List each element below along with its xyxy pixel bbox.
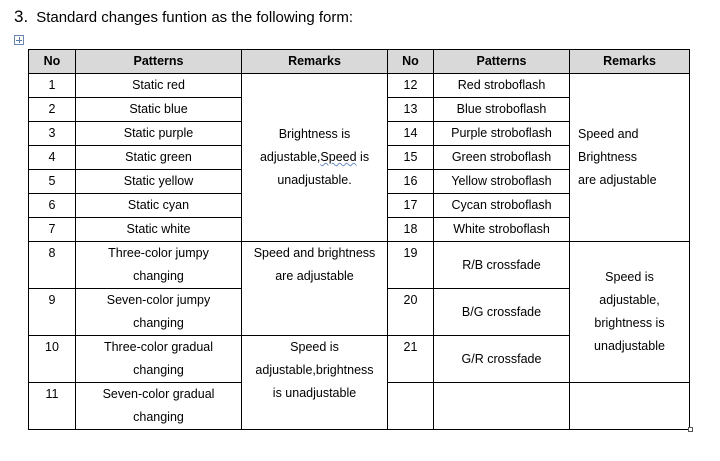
cell-pattern: Static blue [76,98,242,122]
cell-pattern: Three-color jumpy changing [76,242,242,289]
cell-no: 13 [388,98,434,122]
remark-line: is unadjustable [272,386,357,400]
remark-line: Brightness is [278,127,351,141]
header-no-right: No [388,50,434,74]
remark-line: Speed and brightness [253,246,376,260]
cell-no: 2 [29,98,76,122]
cell-pattern: White stroboflash [434,218,570,242]
cell-no: 9 [29,289,76,336]
remark-line: brightness is [594,316,665,330]
cell-no: 21 [388,336,434,383]
remark-crossfade [570,242,690,383]
spellcheck-underline: Speed [320,150,357,164]
cell-pattern: Static green [76,146,242,170]
remark-line: Brightness [578,150,638,164]
cell-pattern-empty [434,383,570,430]
cell-no: 18 [388,218,434,242]
cell-remark-empty [570,383,690,430]
remark-gradual [242,336,388,430]
cell-pattern: Cycan stroboflash [434,194,570,218]
cell-no: 4 [29,146,76,170]
table-row [29,242,690,289]
header-remarks: Remarks [242,50,388,74]
section-heading-text: Standard changes funtion as the following form: [36,9,354,26]
table-move-handle-icon[interactable] [14,35,24,45]
cell-no: 3 [29,122,76,146]
table-row [29,74,690,98]
section-number: 3. [14,7,29,26]
cell-no: 7 [29,218,76,242]
remark-line: adjustable, [599,293,660,307]
section-heading [14,7,353,27]
cell-no: 16 [388,170,434,194]
cell-pattern: Static white [76,218,242,242]
table-resize-handle-icon[interactable] [688,427,693,432]
remark-line: are adjustable [578,173,657,187]
cell-pattern: Static red [76,74,242,98]
remark-line: are adjustable [275,269,354,283]
header-no: No [29,50,76,74]
remark-line: adjustable,brightness [255,363,374,377]
cell-no: 14 [388,122,434,146]
function-table [28,49,690,430]
cell-no: 17 [388,194,434,218]
cell-no: 5 [29,170,76,194]
remark-static [242,74,388,242]
cell-pattern: Purple stroboflash [434,122,570,146]
remark-line: Speed is [290,340,339,354]
cell-pattern: Three-color gradual changing [76,336,242,383]
cell-pattern: Static yellow [76,170,242,194]
cell-no: 8 [29,242,76,289]
header-patterns: Patterns [76,50,242,74]
table-header-row [29,50,690,74]
remark-line: Speed is [605,270,654,284]
cell-no: 6 [29,194,76,218]
remark-line: unadjustable. [277,173,352,187]
cell-pattern: Static purple [76,122,242,146]
cell-no: 19 [388,242,434,289]
cell-no: 1 [29,74,76,98]
cell-pattern: Seven-color jumpy changing [76,289,242,336]
cell-no-empty [388,383,434,430]
remark-jumpy [242,242,388,336]
cell-pattern: Green stroboflash [434,146,570,170]
cell-no: 15 [388,146,434,170]
cell-no: 12 [388,74,434,98]
cell-pattern: Static cyan [76,194,242,218]
header-patterns-right: Patterns [434,50,570,74]
remark-line: Speed and [578,127,639,141]
remark-strobo [570,74,690,242]
cell-no: 20 [388,289,434,336]
cell-pattern: G/R crossfade [434,336,570,383]
cell-pattern: Seven-color gradual changing [76,383,242,430]
remark-line: adjustable,Speed is [259,150,370,164]
cell-pattern: Yellow stroboflash [434,170,570,194]
cell-no: 10 [29,336,76,383]
cell-pattern: B/G crossfade [434,289,570,336]
remark-line: unadjustable [594,339,665,353]
cell-pattern: R/B crossfade [434,242,570,289]
cell-no: 11 [29,383,76,430]
cell-pattern: Red stroboflash [434,74,570,98]
header-remarks-right: Remarks [570,50,690,74]
cell-pattern: Blue stroboflash [434,98,570,122]
